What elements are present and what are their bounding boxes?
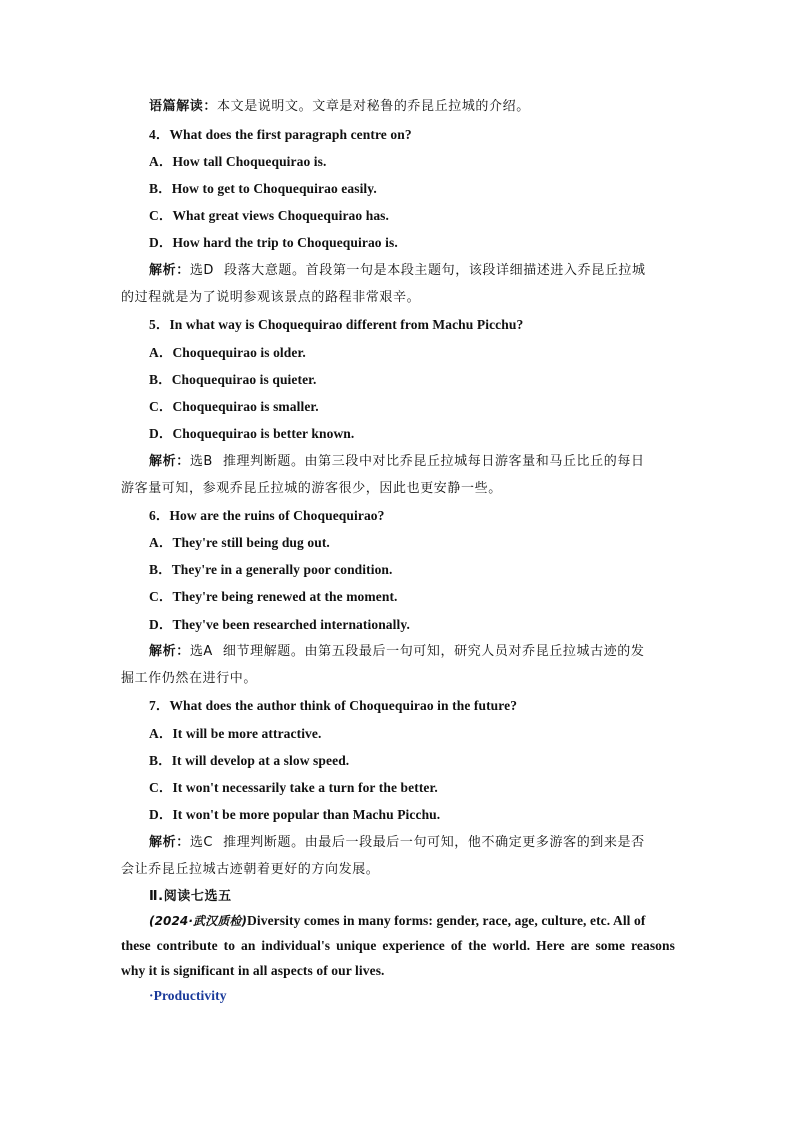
option: A．It will be more attractive. [149,726,322,741]
intro-text: 本文是说明文。文章是对秘鲁的乔昆丘拉城的介绍。 [217,99,530,114]
analysis-text: 推理判断题。由最后一段最后一句可知，他不确定更多游客的到来是否 [223,835,645,850]
question-7-stem [149,694,517,714]
analysis-6-line2: 掘工作仍然在进行中。 [121,671,258,686]
analysis-answer: 选C [189,835,214,850]
analysis-label: 解析： [149,454,190,469]
option: B．They're in a generally poor condition. [149,562,393,577]
question-number: 6． [149,508,170,523]
question-number: 7． [149,698,170,713]
question-text: What does the author think of Choquequirao in the future? [169,698,518,713]
analysis-label: 解析： [149,835,190,850]
question-text: What does the first paragraph centre on? [169,127,412,142]
option: D．It won't be more popular than Machu Picchu. [149,807,441,822]
option: A．They're still being dug out. [149,535,330,550]
option: A．Choquequirao is older. [149,345,306,360]
question-number: 5． [149,317,170,332]
option: B．Choquequirao is quieter. [149,372,317,387]
option: C．It won't necessarily take a turn for the better. [149,780,438,795]
passage-intro [149,95,530,114]
option: C．Choquequirao is smaller. [149,399,319,414]
analysis-4-line2: 的过程就是为了说明参观该景点的路程非常艰辛。 [121,290,421,305]
passage-source: (2024·武汉质检) [149,914,248,928]
analysis-text: 推理判断题。由第三段中对比乔昆丘拉城每日游客量和马丘比丘的每日 [222,454,645,469]
question-5-stem [149,313,523,333]
option: C．What great views Choquequirao has. [149,208,389,223]
passage-line-1 [149,912,645,929]
analysis-answer: 选A [189,644,213,659]
option: C．They're being renewed at the moment. [149,589,398,604]
analysis-text: 段落大意题。首段第一句是本段主题句，该段详细描述进入乔昆丘拉城 [224,263,646,278]
option: B．How to get to Choquequirao easily. [149,181,377,196]
option: B．It will develop at a slow speed. [149,753,350,768]
analysis-7-line1 [149,831,645,850]
passage-line-3: why it is significant in all aspects of our lives. [121,963,385,978]
option: A．How tall Choquequirao is. [149,154,327,169]
analysis-label: 解析： [149,644,190,659]
passage-line-2: these contribute to an individual's unique experience of the world. Here are some reasons [121,938,675,953]
question-number: 4． [149,127,170,142]
passage-text: Diversity comes in many forms: gender, race, age, culture, etc. All of [247,913,646,928]
analysis-7-line2: 会让乔昆丘拉城古迹朝着更好的方向发展。 [121,862,380,877]
analysis-answer: 选D [189,263,215,278]
question-4-stem [149,123,412,143]
option: D．How hard the trip to Choquequirao is. [149,235,398,250]
passage-subheading: ·Productivity [149,988,227,1003]
analysis-label: 解析： [149,263,190,278]
analysis-6-line1 [149,640,645,659]
analysis-4-line1 [149,259,646,278]
intro-label: 语篇解读： [149,99,218,114]
analysis-5-line2: 游客量可知，参观乔昆丘拉城的游客很少，因此也更安静一些。 [121,481,502,496]
analysis-5-line1 [149,450,645,469]
option: D．They've been researched internationally. [149,617,410,632]
analysis-answer: 选B [189,454,213,469]
question-6-stem [149,504,385,524]
section-heading: Ⅱ.阅读七选五 [149,889,232,904]
question-text: In what way is Choquequirao different from Machu Picchu? [169,317,524,332]
option: D．Choquequirao is better known. [149,426,355,441]
question-text: How are the ruins of Choquequirao? [169,508,385,523]
analysis-text: 细节理解题。由第五段最后一句可知，研究人员对乔昆丘拉城古迹的发 [222,644,645,659]
